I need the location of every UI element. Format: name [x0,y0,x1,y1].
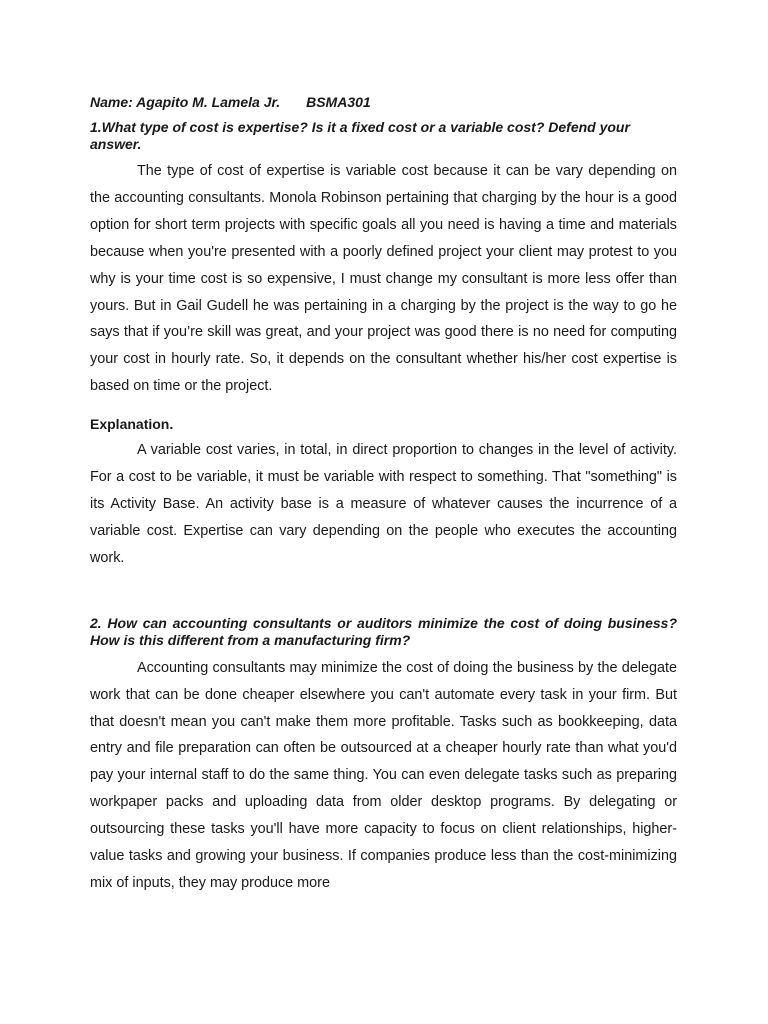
question-2-answer: Accounting consultants may minimize the cost of doing the business by the delegate work that can be done cheaper elsewhere you can't automate every task in your firm. But that doesn't mean you can't make them more profitable. Tasks such as bookkeeping, data entry and file preparation can often be outsourced at a cheaper hourly rate than what you'd pay your internal staff to do the same thing. You can even delegate tasks such as preparing workpaper packs and uploading data from older desktop programs. By delegating or outsourcing these tasks you'll have more capacity to focus on client relationships, higher-value tasks and growing your business. If companies produce less than the cost-minimizing mix of inputs, they may produce more [90,659,677,891]
explanation-text: A variable cost varies, in total, in direct proportion to changes in the level of activity. For a cost to be variable, it must be variable with respect to something. That "something" is its Activity Base. An activity base is a measure of whatever causes the incurrence of a variable cost. Expertise can vary depending on the people who executes the accounting work. [90,442,677,566]
student-name: Name: Agapito M. Lamela Jr. [90,94,281,110]
course-code: BSMA301 [306,94,371,110]
question-1-title: 1.What type of cost is expertise? Is it a fixed cost or a variable cost? Defend your answer. [90,119,630,152]
question-1-answer: The type of cost of expertise is variable cost because it can be vary depending on the accounting consultants. Monola Robinson pertaining that charging by the hour is a good option for short term projects with specific goals all you need is having a time and materials because when you're presented with a poorly defined project your client may protest to you why is your time cost is so expensive, I must change my consultant is more less offer than yours. But in Gail Gudell he was pertaining in a charging by the project is the way to go he says that if you’re skill was great, and your project was good there is no need for computing your cost in hourly rate. So, it depends on the consultant whether his/her cost expertise is based on time or the project. [90,163,677,395]
document-body [90,93,677,897]
question-2-title: 2. How can accounting consultants or auditors minimize the cost of doing business? How is this different from a manufacturing firm? [90,614,677,648]
explanation-heading: Explanation. [90,416,174,433]
student-header [90,93,677,111]
